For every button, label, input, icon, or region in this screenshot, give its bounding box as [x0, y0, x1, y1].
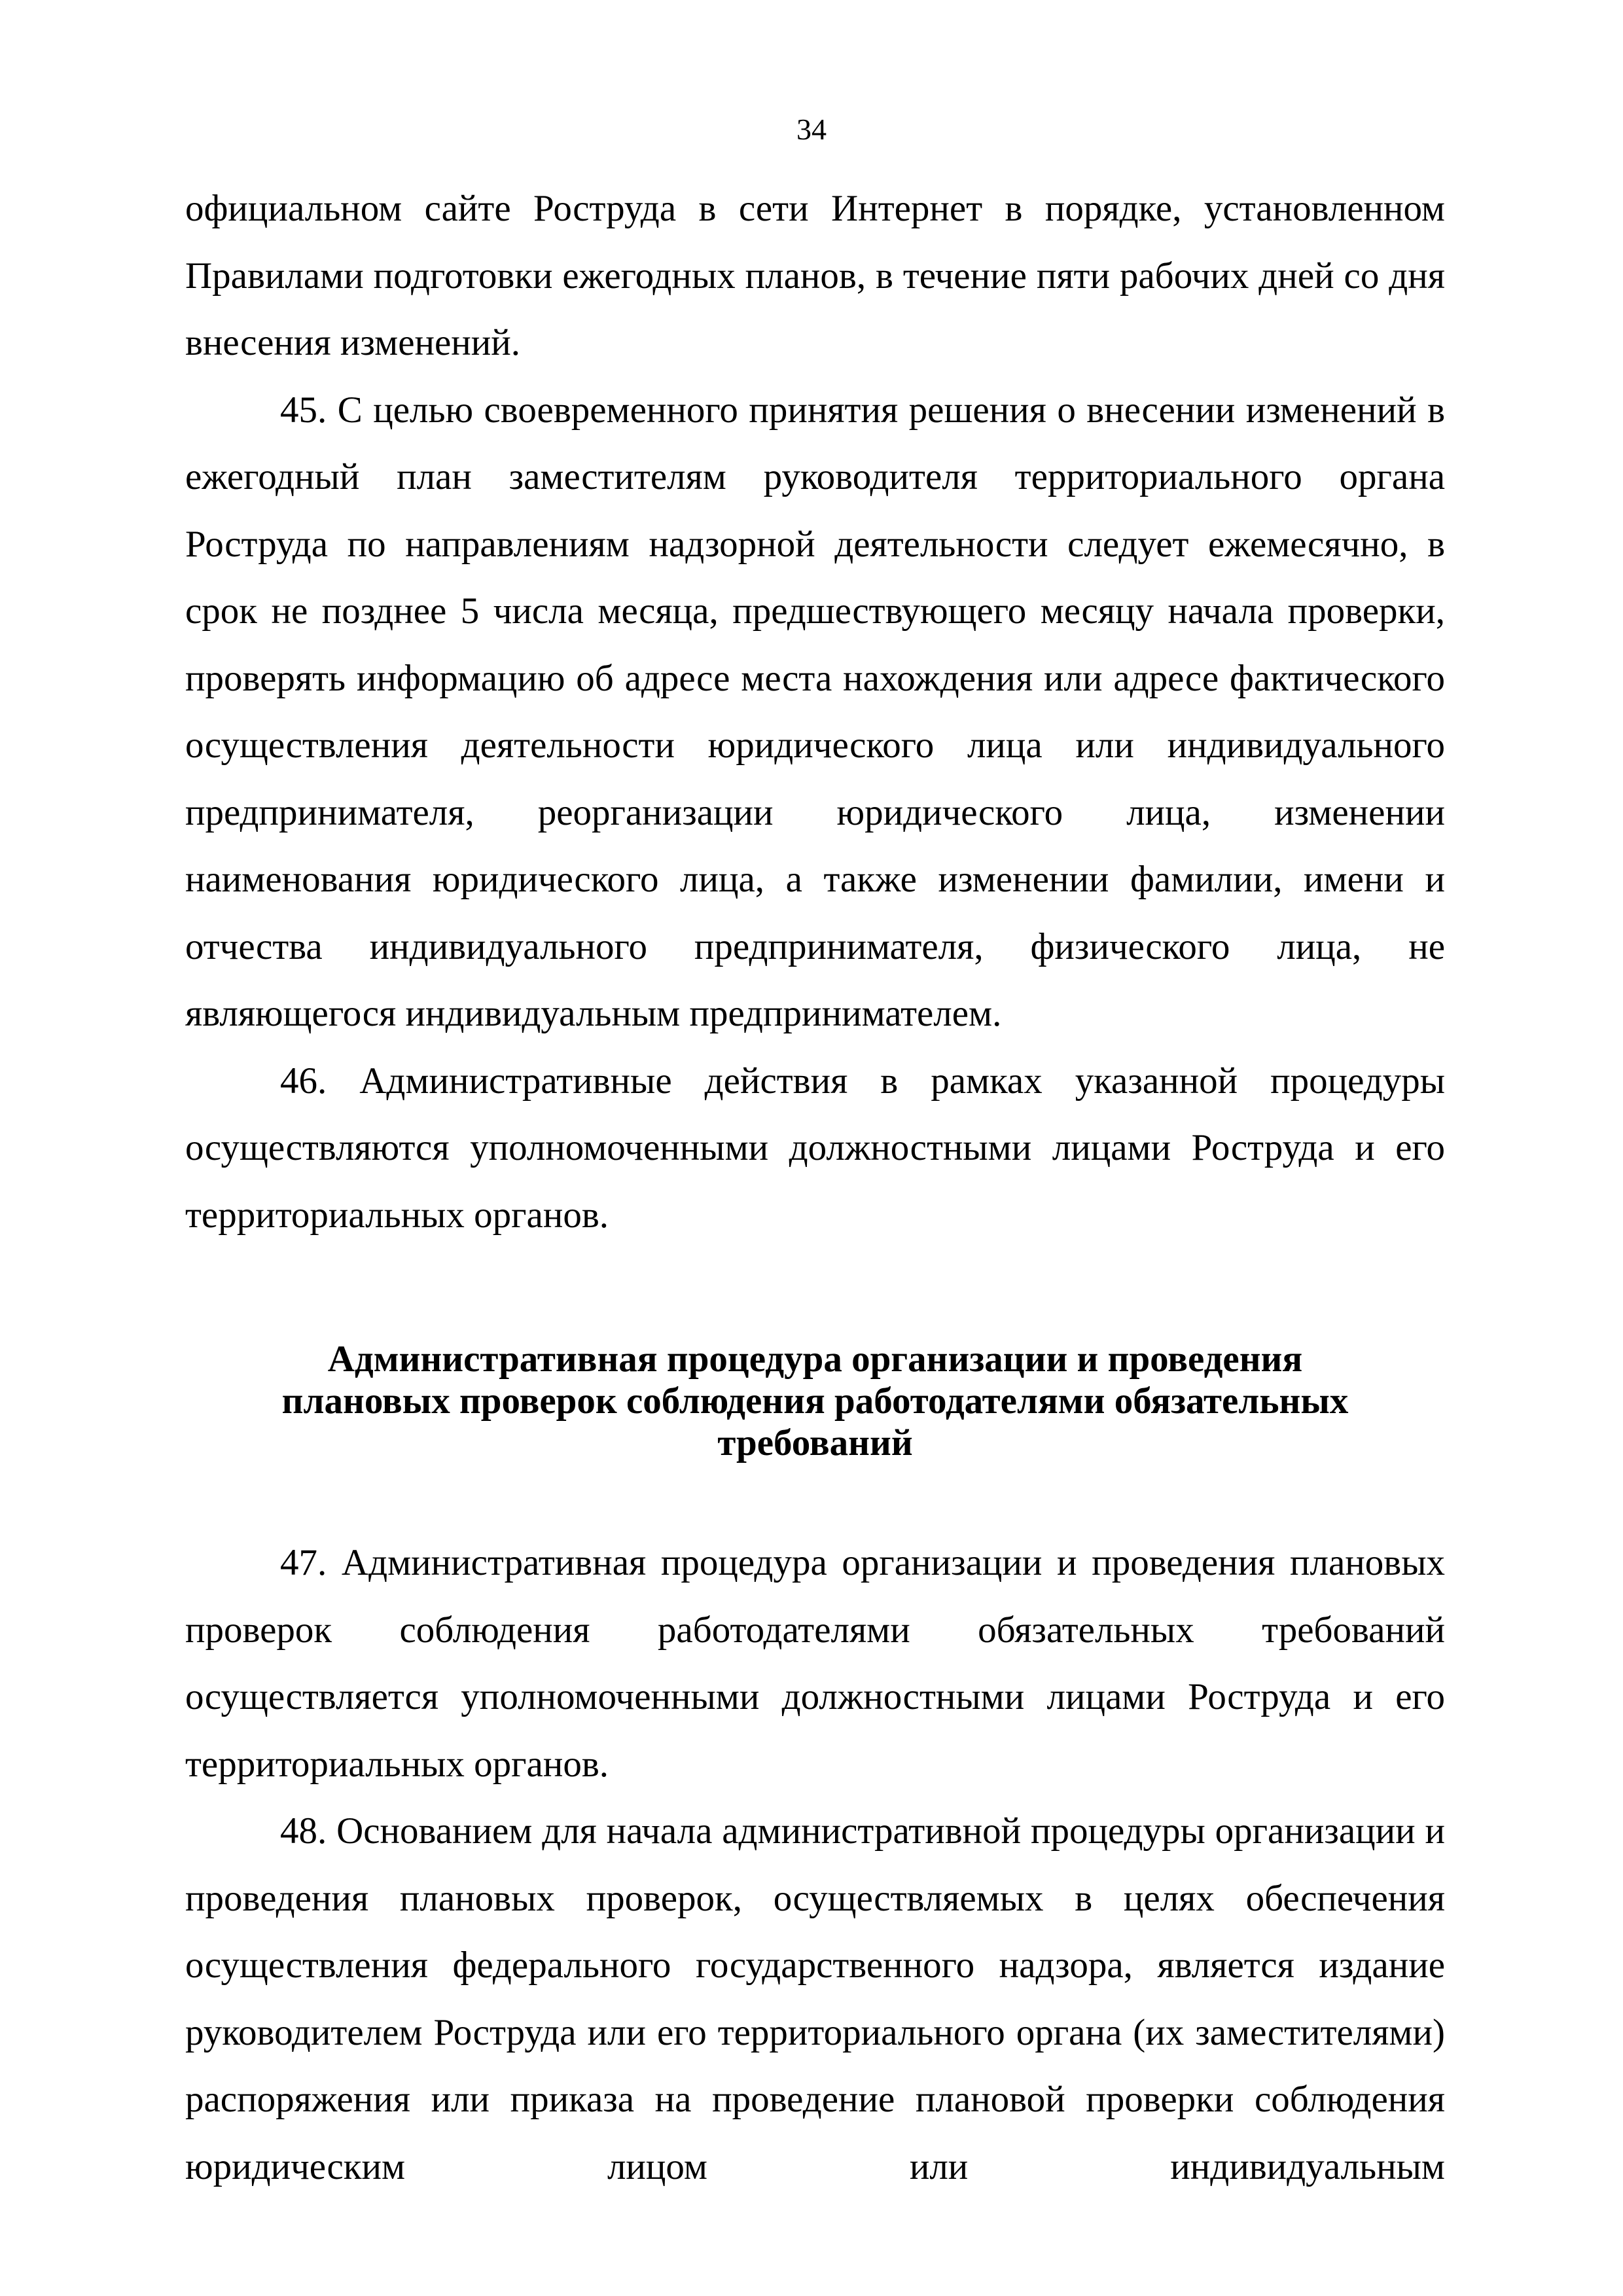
- paragraph-47: 47. Административная процедура организации и проведения плановых проверок соблюдения работодателями обязательных требований осуществляется уполномоченными должностными лицами Роструда и его территориальных органов.: [185, 1542, 1445, 1785]
- section-heading-line-3: требований: [717, 1422, 913, 1463]
- paragraph-46: 46. Административные действия в рамках указанной процедуры осуществляются уполномоченными должностными лицами Роструда и его территориальных органов.: [185, 1060, 1445, 1236]
- section-heading-line-1: Административная процедура организации и проведения: [327, 1338, 1303, 1380]
- page-number: 34: [796, 113, 827, 146]
- document-body: [185, 175, 1445, 2200]
- section-heading-line-2: плановых проверок соблюдения работодателями обязательных: [281, 1380, 1349, 1422]
- paragraph-44-continued: официальном сайте Роструда в сети Интернет в порядке, установленном Правилами подготовки ежегодных планов, в течение пяти рабочих дней со дня внесения изменений.: [185, 188, 1445, 363]
- paragraph-45: 45. С целью своевременного принятия решения о внесении изменений в ежегодный план заместителям руководителя территориального органа Роструда по направлениям надзорной деятельности следует ежемесячно, в срок не позднее 5 числа месяца, предшествующего месяцу начала проверки, проверять информацию об адресе места нахождения или адресе фактического осуществления деятельности юридического лица или индивидуального предпринимателя, реорганизации юридического лица, изменении наименования юридического лица, а также изменении фамилии, имени и отчества индивидуального предпринимателя, физического лица, не являющегося индивидуальным предпринимателем.: [185, 389, 1445, 1034]
- paragraph-48: 48. Основанием для начала административной процедуры организации и проведения плановых проверок, осуществляемых в целях обеспечения осуществления федерального государственного надзора, является издание руководителем Роструда или его территориального органа (их заместителями) распоряжения или приказа на проведение плановой проверки соблюдения юридическим лицом или индивидуальным: [185, 1810, 1445, 2187]
- section-heading: [185, 1249, 1445, 1530]
